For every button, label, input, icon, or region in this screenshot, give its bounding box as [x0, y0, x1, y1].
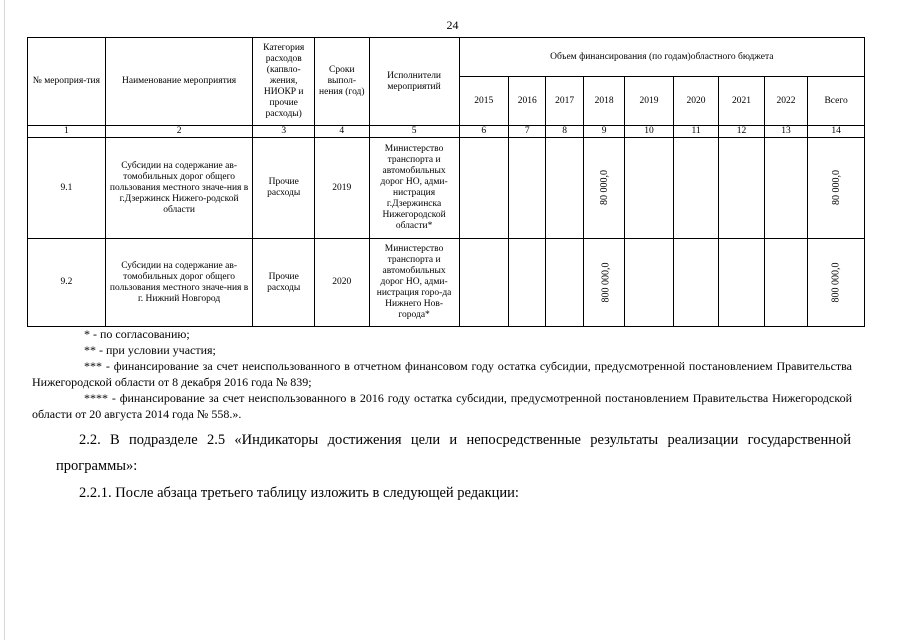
col-number: 14 [808, 126, 865, 138]
cell-total [808, 138, 865, 239]
cell-2020 [673, 239, 718, 327]
cell-2019 [625, 239, 674, 327]
value-2018: 80 000,0 [598, 170, 610, 205]
year-header: 2020 [673, 77, 718, 126]
footnote: **** - финансирование за счет неиспользованного в 2016 году остатка субсидии, предусмотренной постановлением Правительства Нижегородской области от 20 августа 2014 года № 558.». [32, 391, 852, 421]
row-category: Прочие расходы [253, 239, 315, 327]
cell-2022 [764, 138, 807, 239]
paragraph-2-2-1-text: 2.2.1. После абзаца третьего таблицу изложить в следующей редакции: [79, 485, 519, 501]
col-number: 12 [719, 126, 764, 138]
header-executors: Исполнители мероприятий [369, 38, 459, 126]
paragraph-2-2-text: 2.2. В подразделе 2.5 «Индикаторы достижения цели и непосредственные результаты реализации государственной программы»: [56, 432, 851, 474]
footnote: ** - при условии участия; [84, 343, 216, 357]
year-header: 2022 [764, 77, 807, 126]
footnote: * - по согласованию; [84, 327, 190, 341]
page-number: 24 [446, 18, 459, 32]
row-category: Прочие расходы [253, 138, 315, 239]
header-num: № мероприя-тия [28, 38, 106, 126]
col-number: 11 [673, 126, 718, 138]
col-number: 8 [546, 126, 583, 138]
table-row [28, 138, 865, 239]
value-total: 800 000,0 [830, 262, 842, 302]
footnote: *** - финансирование за счет неиспользованного в отчетном финансовом году остатка субсидии, предусмотренной постановлением Правительства Нижегородской области от 8 декабря 2016 года № 839; [32, 359, 852, 389]
year-header: 2019 [625, 77, 674, 126]
funding-table [27, 37, 865, 327]
col-number: 5 [369, 126, 459, 138]
year-header: 2015 [459, 77, 509, 126]
col-number: 7 [509, 126, 546, 138]
cell-total [808, 239, 865, 327]
col-number: 6 [459, 126, 509, 138]
cell-2021 [719, 138, 764, 239]
row-name: Субсидии на содержание ав-томобильных дорог общего пользования местного значе-ния в г. Нижний Новгород [105, 239, 253, 327]
row-num: 9.1 [28, 138, 106, 239]
col-number: 4 [315, 126, 370, 138]
paragraph-2-2-1 [56, 480, 851, 506]
cell-2019 [625, 138, 674, 239]
header-term: Сроки выпол-нения (год) [315, 38, 370, 126]
year-header: 2017 [546, 77, 583, 126]
cell-2016 [509, 138, 546, 239]
cell-2015 [459, 138, 509, 239]
scan-edge-line [4, 0, 5, 640]
row-executors: Министерство транспорта и автомобильных дорог НО, адми-нистрация горо-да Нижнего Нов-города* [369, 239, 459, 327]
year-header: 2018 [583, 77, 624, 126]
year-header: 2016 [509, 77, 546, 126]
footnotes [32, 326, 852, 422]
col-number: 1 [28, 126, 106, 138]
header-funding: Объем финансирования (по годам)областного бюджета [459, 38, 864, 77]
cell-2022 [764, 239, 807, 327]
cell-2016 [509, 239, 546, 327]
header-name: Наименование мероприятия [105, 38, 253, 126]
column-number-row [28, 126, 865, 138]
value-total: 80 000,0 [830, 170, 842, 205]
table-header-row [28, 38, 865, 77]
row-num: 9.2 [28, 239, 106, 327]
row-term: 2019 [315, 138, 370, 239]
row-term: 2020 [315, 239, 370, 327]
total-header: Всего [808, 77, 865, 126]
cell-2017 [546, 239, 583, 327]
value-2018: 800 000,0 [600, 262, 612, 302]
cell-2018 [583, 138, 624, 239]
col-number: 2 [105, 126, 253, 138]
table-row [28, 239, 865, 327]
row-executors: Министерство транспорта и автомобильных дорог НО, адми-нистрация г.Дзержинска Нижегородской области* [369, 138, 459, 239]
row-name: Субсидии на содержание ав-томобильных дорог общего пользования местного значе-ния в г.Дзержинск Нижего-родской области [105, 138, 253, 239]
cell-2015 [459, 239, 509, 327]
col-number: 3 [253, 126, 315, 138]
col-number: 9 [583, 126, 624, 138]
header-category: Категория расходов (капвло-жения, НИОКР и прочие расходы) [253, 38, 315, 126]
paragraph-2-2 [56, 427, 851, 479]
cell-2021 [719, 239, 764, 327]
col-number: 13 [764, 126, 807, 138]
cell-2017 [546, 138, 583, 239]
year-header: 2021 [719, 77, 764, 126]
col-number: 10 [625, 126, 674, 138]
cell-2020 [673, 138, 718, 239]
cell-2018 [583, 239, 624, 327]
